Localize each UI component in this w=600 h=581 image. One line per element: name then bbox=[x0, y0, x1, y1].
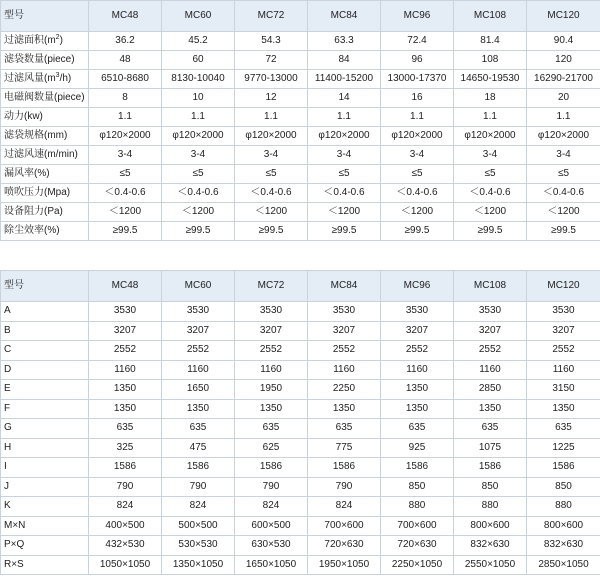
table-cell: 2850×1050 bbox=[527, 555, 600, 575]
table-cell: 3-4 bbox=[235, 146, 308, 165]
dimensions-table bbox=[0, 270, 600, 575]
model-column-header: MC108 bbox=[454, 271, 527, 302]
table-cell: φ120×2000 bbox=[527, 127, 600, 146]
table-cell: 1.1 bbox=[89, 108, 162, 127]
table-cell: 3207 bbox=[454, 321, 527, 341]
table-cell: ＜0.4-0.6 bbox=[381, 184, 454, 203]
row-label: 过滤风速(m/min) bbox=[1, 146, 89, 165]
table-cell: 1.1 bbox=[162, 108, 235, 127]
row-label: A bbox=[1, 302, 89, 322]
table-cell: 1350 bbox=[381, 380, 454, 400]
table-cell: 3207 bbox=[381, 321, 454, 341]
table-cell: 824 bbox=[162, 497, 235, 517]
table-row bbox=[1, 222, 600, 241]
table-cell: 635 bbox=[162, 419, 235, 439]
table-cell: 84 bbox=[308, 51, 381, 70]
table-cell: 18 bbox=[454, 89, 527, 108]
table-cell: ＜1200 bbox=[162, 203, 235, 222]
table-cell: 720×630 bbox=[381, 536, 454, 556]
table-row bbox=[1, 438, 600, 458]
table-cell: 832×630 bbox=[454, 536, 527, 556]
row-label: M×N bbox=[1, 516, 89, 536]
table-cell: 6510-8680 bbox=[89, 70, 162, 89]
table-cell: 432×530 bbox=[89, 536, 162, 556]
table-cell: 1.1 bbox=[381, 108, 454, 127]
table-cell: 1350 bbox=[527, 399, 600, 419]
table-row bbox=[1, 165, 600, 184]
table-row bbox=[1, 203, 600, 222]
table-cell: 824 bbox=[89, 497, 162, 517]
table-cell: 325 bbox=[89, 438, 162, 458]
table-cell: 96 bbox=[381, 51, 454, 70]
table-cell: 13000-17370 bbox=[381, 70, 454, 89]
table-cell: 635 bbox=[381, 419, 454, 439]
table-cell: 1586 bbox=[381, 458, 454, 478]
table-cell: ＜0.4-0.6 bbox=[454, 184, 527, 203]
row-label: 过滤风量$(m^3/h)$ bbox=[1, 70, 89, 89]
table-cell: 3-4 bbox=[89, 146, 162, 165]
table-cell: 1.1 bbox=[235, 108, 308, 127]
table-row bbox=[1, 184, 600, 203]
table-cell: 3530 bbox=[162, 302, 235, 322]
table-cell: 800×600 bbox=[454, 516, 527, 536]
table-cell: 1350 bbox=[381, 399, 454, 419]
table-cell: 790 bbox=[162, 477, 235, 497]
table-cell: 3-4 bbox=[527, 146, 600, 165]
table-cell: 1650 bbox=[162, 380, 235, 400]
table-cell: 2250×1050 bbox=[381, 555, 454, 575]
table-cell: 108 bbox=[454, 51, 527, 70]
table-cell: 48 bbox=[89, 51, 162, 70]
table-cell: 475 bbox=[162, 438, 235, 458]
table-cell: 3-4 bbox=[381, 146, 454, 165]
table-cell: 1.1 bbox=[308, 108, 381, 127]
table-row bbox=[1, 555, 600, 575]
table-cell: 60 bbox=[162, 51, 235, 70]
model-column-header: MC48 bbox=[89, 271, 162, 302]
table-row bbox=[1, 70, 600, 89]
table-cell: 1.1 bbox=[527, 108, 600, 127]
table-cell: 700×600 bbox=[381, 516, 454, 536]
table-row bbox=[1, 399, 600, 419]
table-cell: 72 bbox=[235, 51, 308, 70]
table-cell: 3207 bbox=[235, 321, 308, 341]
table-cell: ≥99.5 bbox=[89, 222, 162, 241]
table-cell: 2552 bbox=[89, 341, 162, 361]
table-cell: ≥99.5 bbox=[308, 222, 381, 241]
table-cell: 832×630 bbox=[527, 536, 600, 556]
table-cell: 3-4 bbox=[162, 146, 235, 165]
row-label: P×Q bbox=[1, 536, 89, 556]
table-cell: 2550×1050 bbox=[454, 555, 527, 575]
table-row bbox=[1, 360, 600, 380]
table-cell: 1160 bbox=[235, 360, 308, 380]
table-cell: 775 bbox=[308, 438, 381, 458]
table-cell: 120 bbox=[527, 51, 600, 70]
row-label: J bbox=[1, 477, 89, 497]
table-cell: 3207 bbox=[527, 321, 600, 341]
table-cell: φ120×2000 bbox=[454, 127, 527, 146]
row-label: 设备阻力(Pa) bbox=[1, 203, 89, 222]
table-cell: 8 bbox=[89, 89, 162, 108]
model-header: 型号 bbox=[1, 271, 89, 302]
row-label: 滤袋数量(piece) bbox=[1, 51, 89, 70]
table-cell: 12 bbox=[235, 89, 308, 108]
table-cell: 14 bbox=[308, 89, 381, 108]
table-cell: 3-4 bbox=[308, 146, 381, 165]
table-cell: 850 bbox=[527, 477, 600, 497]
row-label: B bbox=[1, 321, 89, 341]
row-label: R×S bbox=[1, 555, 89, 575]
table-cell: 400×500 bbox=[89, 516, 162, 536]
table-cell: 1586 bbox=[454, 458, 527, 478]
table-cell: 14650-19530 bbox=[454, 70, 527, 89]
table-cell: ≥99.5 bbox=[162, 222, 235, 241]
table-cell: 880 bbox=[381, 497, 454, 517]
table-cell: 3207 bbox=[308, 321, 381, 341]
table-cell: 600×500 bbox=[235, 516, 308, 536]
table-cell: 630×530 bbox=[235, 536, 308, 556]
table-row bbox=[1, 341, 600, 361]
table-row bbox=[1, 419, 600, 439]
table-row bbox=[1, 108, 600, 127]
table-row bbox=[1, 477, 600, 497]
model-column-header: MC96 bbox=[381, 271, 454, 302]
table-cell: 63.3 bbox=[308, 32, 381, 51]
table-cell: 72.4 bbox=[381, 32, 454, 51]
specs-table-body bbox=[1, 1, 600, 241]
table-cell: ＜1200 bbox=[235, 203, 308, 222]
table-cell: 1160 bbox=[308, 360, 381, 380]
table-cell: 635 bbox=[454, 419, 527, 439]
table-cell: 1.1 bbox=[454, 108, 527, 127]
table-cell: 3530 bbox=[235, 302, 308, 322]
table-cell: ≥99.5 bbox=[235, 222, 308, 241]
table-cell: 11400-15200 bbox=[308, 70, 381, 89]
model-column-header: MC72 bbox=[235, 271, 308, 302]
table-cell: ≥99.5 bbox=[527, 222, 600, 241]
table-cell: 1160 bbox=[162, 360, 235, 380]
table-cell: 925 bbox=[381, 438, 454, 458]
table-cell: φ120×2000 bbox=[308, 127, 381, 146]
table-cell: ＜0.4-0.6 bbox=[162, 184, 235, 203]
table-cell: 790 bbox=[308, 477, 381, 497]
table-cell: 1350 bbox=[89, 380, 162, 400]
table-cell: 880 bbox=[454, 497, 527, 517]
table-row bbox=[1, 51, 600, 70]
table-cell: 1586 bbox=[162, 458, 235, 478]
table-cell: 3207 bbox=[162, 321, 235, 341]
table-cell: ＜1200 bbox=[381, 203, 454, 222]
table-cell: 1350 bbox=[454, 399, 527, 419]
row-label: I bbox=[1, 458, 89, 478]
row-label: K bbox=[1, 497, 89, 517]
row-label: 过滤面积$(m^2)$ bbox=[1, 32, 89, 51]
model-column-header: MC120 bbox=[527, 1, 600, 32]
table-cell: 1160 bbox=[381, 360, 454, 380]
table-cell: 1350 bbox=[235, 399, 308, 419]
table-row bbox=[1, 89, 600, 108]
table-cell: 2552 bbox=[454, 341, 527, 361]
table-cell: ＜0.4-0.6 bbox=[527, 184, 600, 203]
table-cell: 800×600 bbox=[527, 516, 600, 536]
table-row bbox=[1, 127, 600, 146]
table-cell: 3530 bbox=[527, 302, 600, 322]
table-cell: ≤5 bbox=[527, 165, 600, 184]
table-row bbox=[1, 497, 600, 517]
table-row bbox=[1, 516, 600, 536]
table-cell: 790 bbox=[89, 477, 162, 497]
specs-table bbox=[0, 0, 600, 241]
table-cell: 2250 bbox=[308, 380, 381, 400]
table-row bbox=[1, 32, 600, 51]
table-cell: 3530 bbox=[454, 302, 527, 322]
table-cell: 1350×1050 bbox=[162, 555, 235, 575]
table-cell: 635 bbox=[527, 419, 600, 439]
table-cell: 720×630 bbox=[308, 536, 381, 556]
row-label: 除尘效率(%) bbox=[1, 222, 89, 241]
model-column-header: MC60 bbox=[162, 271, 235, 302]
row-label: C bbox=[1, 341, 89, 361]
table-cell: 824 bbox=[308, 497, 381, 517]
table-cell: 3150 bbox=[527, 380, 600, 400]
table-cell: 2552 bbox=[308, 341, 381, 361]
table-cell: 850 bbox=[381, 477, 454, 497]
table-cell: 1225 bbox=[527, 438, 600, 458]
table-cell: ＜0.4-0.6 bbox=[308, 184, 381, 203]
table-cell: 2552 bbox=[527, 341, 600, 361]
table-cell: 635 bbox=[89, 419, 162, 439]
table-cell: 824 bbox=[235, 497, 308, 517]
table-row bbox=[1, 146, 600, 165]
table-cell: 8130-10040 bbox=[162, 70, 235, 89]
table-cell: ≤5 bbox=[89, 165, 162, 184]
table-cell: ＜1200 bbox=[308, 203, 381, 222]
table-cell: ≤5 bbox=[454, 165, 527, 184]
table-cell: 1160 bbox=[527, 360, 600, 380]
row-label: 滤袋规格(mm) bbox=[1, 127, 89, 146]
model-column-header: MC96 bbox=[381, 1, 454, 32]
table-cell: φ120×2000 bbox=[162, 127, 235, 146]
table-cell: 45.2 bbox=[162, 32, 235, 51]
table-cell: 530×530 bbox=[162, 536, 235, 556]
table-cell: 9770-13000 bbox=[235, 70, 308, 89]
model-column-header: MC84 bbox=[308, 1, 381, 32]
table-cell: ＜1200 bbox=[89, 203, 162, 222]
table-cell: 16290-21700 bbox=[527, 70, 600, 89]
table-cell: 1350 bbox=[89, 399, 162, 419]
table-cell: 81.4 bbox=[454, 32, 527, 51]
table-cell: 2850 bbox=[454, 380, 527, 400]
table-cell: 3-4 bbox=[454, 146, 527, 165]
table-cell: 10 bbox=[162, 89, 235, 108]
table-cell: φ120×2000 bbox=[89, 127, 162, 146]
row-label: 喷吹压力(Mpa) bbox=[1, 184, 89, 203]
model-column-header: MC120 bbox=[527, 271, 600, 302]
table-cell: 1950 bbox=[235, 380, 308, 400]
table-cell: ≤5 bbox=[162, 165, 235, 184]
row-label: D bbox=[1, 360, 89, 380]
table-cell: 54.3 bbox=[235, 32, 308, 51]
table-cell: 790 bbox=[235, 477, 308, 497]
table-cell: 3530 bbox=[308, 302, 381, 322]
table-cell: 3530 bbox=[89, 302, 162, 322]
table-cell: 500×500 bbox=[162, 516, 235, 536]
model-column-header: MC60 bbox=[162, 1, 235, 32]
table-cell: 1586 bbox=[89, 458, 162, 478]
model-header: 型号 bbox=[1, 1, 89, 32]
table-cell: 625 bbox=[235, 438, 308, 458]
table-row bbox=[1, 321, 600, 341]
table-cell: ≥99.5 bbox=[454, 222, 527, 241]
table-cell: 3530 bbox=[381, 302, 454, 322]
dimensions-table-body bbox=[1, 271, 600, 575]
table-row bbox=[1, 380, 600, 400]
table-cell: 1050×1050 bbox=[89, 555, 162, 575]
table-cell: ＜0.4-0.6 bbox=[89, 184, 162, 203]
table-cell: 1075 bbox=[454, 438, 527, 458]
table-cell: 2552 bbox=[235, 341, 308, 361]
row-label: H bbox=[1, 438, 89, 458]
table-cell: 3207 bbox=[89, 321, 162, 341]
model-column-header: MC48 bbox=[89, 1, 162, 32]
table-row bbox=[1, 458, 600, 478]
table-cell: ≤5 bbox=[308, 165, 381, 184]
table-cell: 90.4 bbox=[527, 32, 600, 51]
table-row bbox=[1, 302, 600, 322]
table-cell: φ120×2000 bbox=[235, 127, 308, 146]
table-cell: 1350 bbox=[162, 399, 235, 419]
table-cell: 36.2 bbox=[89, 32, 162, 51]
table-row bbox=[1, 536, 600, 556]
table-cell: 1586 bbox=[235, 458, 308, 478]
row-label: 漏风率(%) bbox=[1, 165, 89, 184]
header-row bbox=[1, 1, 600, 32]
table-cell: 2552 bbox=[162, 341, 235, 361]
table-cell: 635 bbox=[235, 419, 308, 439]
header-row bbox=[1, 271, 600, 302]
row-label: E bbox=[1, 380, 89, 400]
table-cell: 1160 bbox=[89, 360, 162, 380]
table-cell: 700×600 bbox=[308, 516, 381, 536]
table-cell: ＜1200 bbox=[527, 203, 600, 222]
row-label: G bbox=[1, 419, 89, 439]
model-column-header: MC72 bbox=[235, 1, 308, 32]
table-cell: 1586 bbox=[527, 458, 600, 478]
table-cell: 635 bbox=[308, 419, 381, 439]
table-cell: 1350 bbox=[308, 399, 381, 419]
table-cell: ＜1200 bbox=[454, 203, 527, 222]
table-cell: ≤5 bbox=[381, 165, 454, 184]
table-cell: 1950×1050 bbox=[308, 555, 381, 575]
table-cell: 20 bbox=[527, 89, 600, 108]
model-column-header: MC108 bbox=[454, 1, 527, 32]
table-cell: 2552 bbox=[381, 341, 454, 361]
table-cell: ＜0.4-0.6 bbox=[235, 184, 308, 203]
row-label: F bbox=[1, 399, 89, 419]
row-label: 动力(kw) bbox=[1, 108, 89, 127]
table-cell: 850 bbox=[454, 477, 527, 497]
table-cell: 1160 bbox=[454, 360, 527, 380]
model-column-header: MC84 bbox=[308, 271, 381, 302]
table-cell: 880 bbox=[527, 497, 600, 517]
table-cell: 16 bbox=[381, 89, 454, 108]
table-cell: 1586 bbox=[308, 458, 381, 478]
table-cell: ≤5 bbox=[235, 165, 308, 184]
table-cell: φ120×2000 bbox=[381, 127, 454, 146]
row-label: 电磁阀数量(piece) bbox=[1, 89, 89, 108]
table-cell: ≥99.5 bbox=[381, 222, 454, 241]
table-cell: 1650×1050 bbox=[235, 555, 308, 575]
